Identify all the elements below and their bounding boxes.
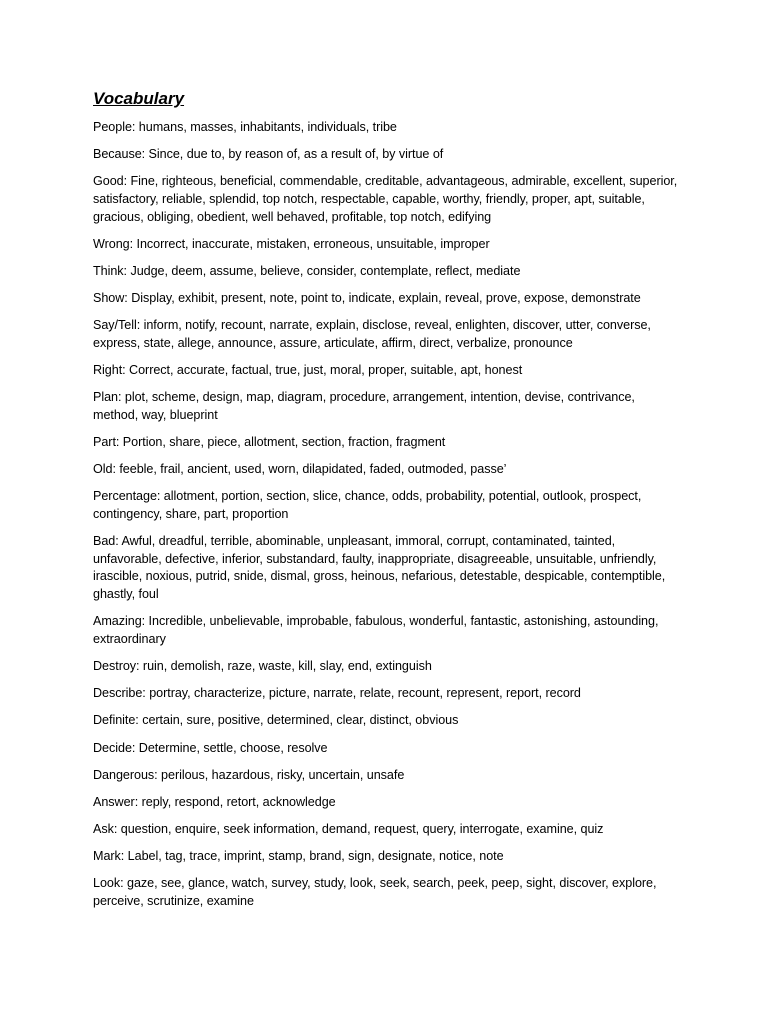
vocab-entry-because: Because: Since, due to, by reason of, as a result of, by virtue of (93, 147, 444, 162)
vocab-entry-destroy: Destroy: ruin, demolish, raze, waste, kill, slay, end, extinguish (93, 658, 432, 673)
vocab-entry-old: Old: feeble, frail, ancient, used, worn, dilapidated, faded, outmoded, passe’ (93, 462, 507, 477)
vocab-entry-describe: Describe: portray, characterize, picture, narrate, relate, recount, represent, report, record (93, 686, 581, 701)
vocab-entry-dangerous: Dangerous: perilous, hazardous, risky, uncertain, unsafe (93, 767, 405, 782)
vocab-entry-part: Part: Portion, share, piece, allotment, section, fraction, fragment (93, 435, 446, 450)
vocab-entry-plan: Plan: plot, scheme, design, map, diagram, procedure, arrangement, intention, devise, contrivance, method, way, blueprint (93, 390, 635, 422)
vocab-entry-look: Look: gaze, see, glance, watch, survey, study, look, seek, search, peek, peep, sight, discover, explore, perceive, scrutinize, examine (93, 876, 657, 909)
vocab-entry-think: Think: Judge, deem, assume, believe, consider, contemplate, reflect, mediate (93, 263, 521, 278)
vocab-entry-definite: Definite: certain, sure, positive, determined, clear, distinct, obvious (93, 713, 459, 728)
vocab-entry-decide: Decide: Determine, settle, choose, resolve (93, 740, 328, 755)
vocab-entry-right: Right: Correct, accurate, factual, true, just, moral, proper, suitable, apt, honest (93, 363, 523, 378)
vocabulary-list (93, 119, 683, 911)
vocab-entry-show: Show: Display, exhibit, present, note, point to, indicate, explain, reveal, prove, expose, demonstrate (93, 291, 641, 306)
vocab-entry-mark: Mark: Label, tag, trace, imprint, stamp, brand, sign, designate, notice, note (93, 849, 504, 864)
vocab-entry-ask: Ask: question, enquire, seek information, demand, request, query, interrogate, examine, quiz (93, 822, 604, 837)
vocab-entry-people: People: humans, masses, inhabitants, individuals, tribe (93, 120, 397, 134)
document-page (93, 88, 683, 920)
vocab-entry-say-tell: Say/Tell: inform, notify, recount, narrate, explain, disclose, reveal, enlighten, discover, utter, converse, express, state, allege, announce, assure, articulate, affirm, direct, verbalize, pronounce (93, 318, 651, 350)
vocab-entry-amazing: Amazing: Incredible, unbelievable, improbable, fabulous, wonderful, fantastic, astonishing, astounding, extraordinary (93, 614, 659, 646)
vocab-entry-bad: Bad: Awful, dreadful, terrible, abominable, unpleasant, immoral, corrupt, contaminated, tainted, unfavorable, defective, inferior, substandard, faulty, inappropriate, disagreeable, unsuitable, unfriendly, irascible, noxious, putrid, snide, dismal, gross, heinous, nefarious, detestable, despicable, contemptible, ghastly, foul (93, 534, 666, 601)
vocab-entry-percentage: Percentage: allotment, portion, section, slice, chance, odds, probability, potential, outlook, prospect, contingency, share, part, proportion (93, 489, 642, 522)
vocab-entry-wrong: Wrong: Incorrect, inaccurate, mistaken, erroneous, unsuitable, improper (93, 236, 490, 251)
vocab-entry-answer: Answer: reply, respond, retort, acknowledge (93, 794, 336, 809)
document-title: Vocabulary (93, 89, 185, 108)
vocab-entry-good: Good: Fine, righteous, beneficial, commendable, creditable, advantageous, admirable, excellent, superior, satisfactory, reliable, splendid, top notch, respectable, capable, worthy, friendly, proper, apt, suitable, gracious, obliging, obedient, well behaved, profitable, top notch, edifying (93, 174, 678, 224)
